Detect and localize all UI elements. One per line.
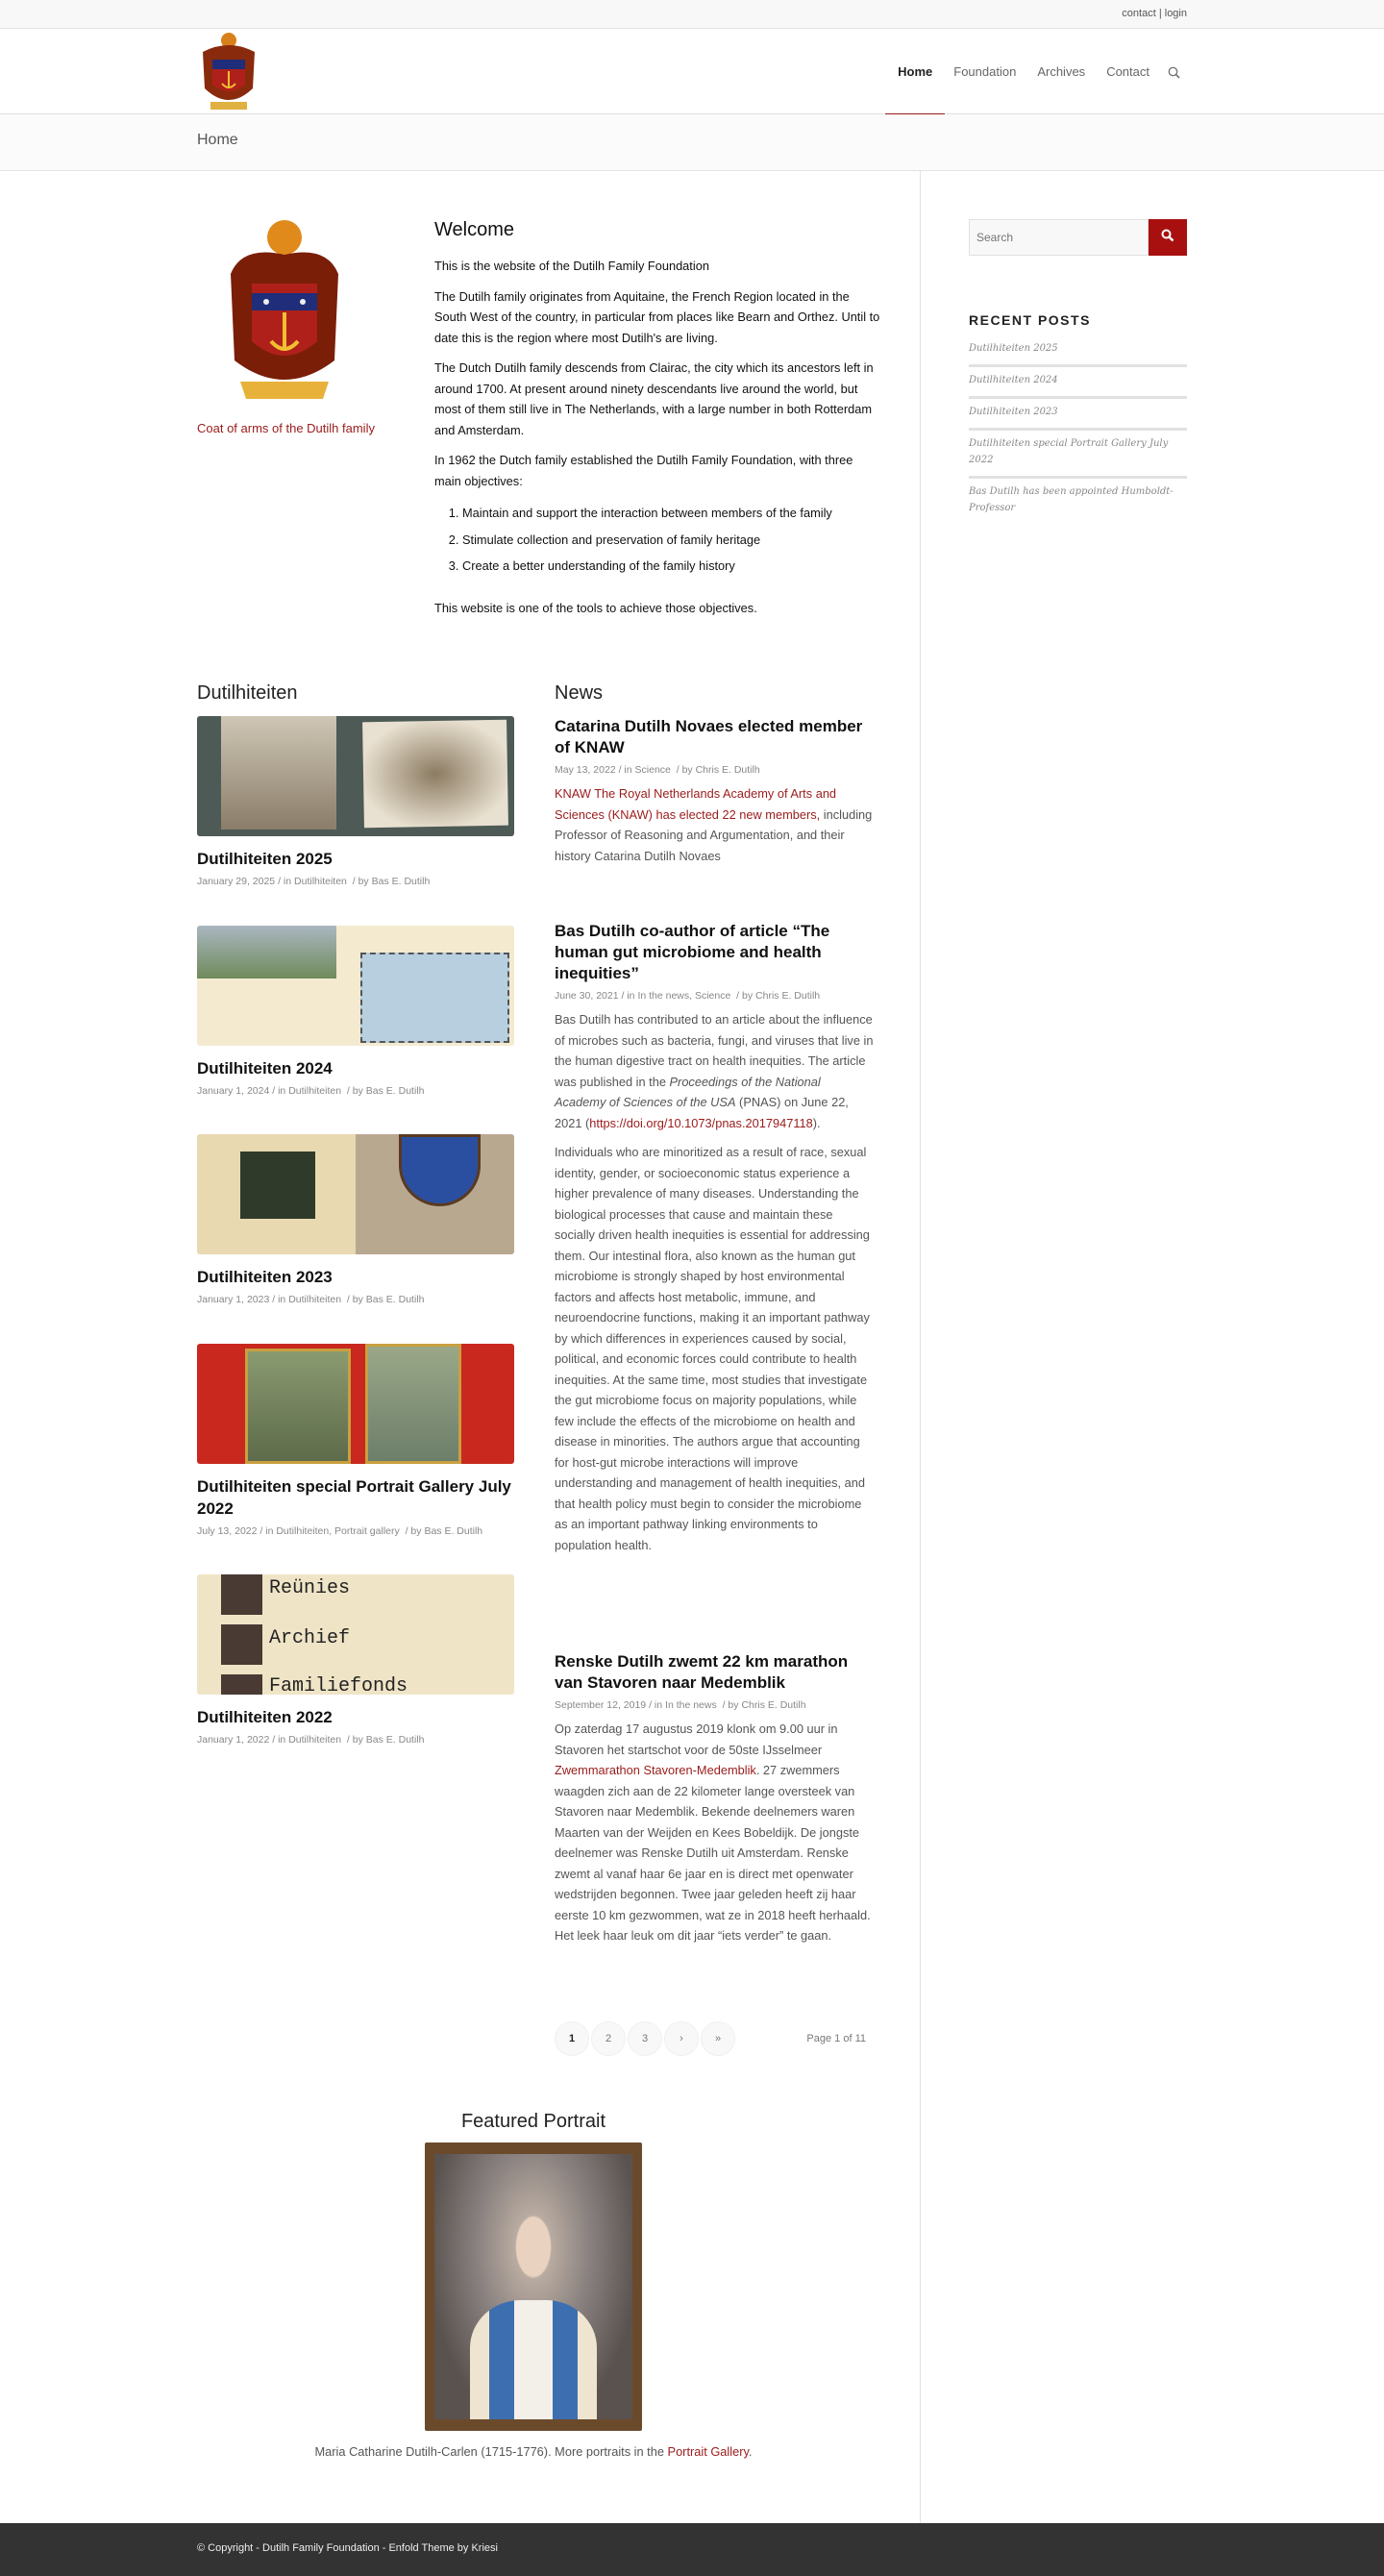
recent-post-link[interactable]: Dutilhiteiten 2024 [969, 367, 1187, 399]
post-title[interactable]: Dutilhiteiten special Portrait Gallery July 2022 [197, 1477, 511, 1518]
news-title[interactable]: Bas Dutilh co-author of article “The human gut microbiome and health inequities” [555, 922, 830, 982]
news-meta: June 30, 2021 / in In the news, Science / by Chris E. Dutilh [555, 990, 821, 1002]
recent-post-link[interactable]: Dutilhiteiten 2025 [969, 335, 1187, 367]
news-item [555, 1651, 874, 1946]
page-1-button[interactable]: 1 [555, 2021, 589, 2056]
post-image-clairac[interactable] [197, 1134, 514, 1254]
contact-link[interactable]: contact [1122, 8, 1156, 19]
post-meta: January 1, 2022 / in Dutilhiteiten / by Bas E. Dutilh [197, 1734, 425, 1746]
search-input[interactable] [969, 219, 1149, 256]
recent-posts-heading: RECENT POSTS [969, 312, 1091, 328]
top-bar [0, 0, 1384, 29]
separator: | [1158, 8, 1162, 19]
post-title[interactable]: Dutilhiteiten 2025 [197, 850, 333, 868]
post-image-checklist[interactable] [197, 1574, 514, 1695]
last-page-button[interactable]: » [701, 2021, 735, 2056]
news-excerpt: KNAW The Royal Netherlands Academy of Arts and Sciences (KNAW) has elected 22 new members, including Professor of Reasoning and Argumentation, and their history Catarina Dutilh Novaes [555, 786, 873, 863]
welcome-paragraph: The Dutch Dutilh family descends from Clairac, the city which its ancestors left in around 1700. At present around ninety descendants live around the world, but most of them still live in The Netherlands, with a large number in both Rotterdam and Amsterdam. [434, 360, 874, 437]
next-page-button[interactable]: › [664, 2021, 699, 2056]
news-item [555, 921, 874, 1564]
news-excerpt: Bas Dutilh has contributed to an article about the influence of microbes such as bacteria, fungi, and viruses that live in the human digestive tract on health inequities. The article was published in the Proceedings of the National Academy of Sciences of the USA (PNAS) on June 22, 2021 (https://doi.org/10.1073/pnas.2017947118). Individuals who are minoritized as a result of race, sexual identity, gender, or socioeconomic status experience a higher prevalence of many diseases. Understanding the biological processes that cause and maintain these socially driven health inequities is essential for addressing them. Our intestinal flora, also known as the human gut microbiome is strongly shaped by host environmental factors and affects host metabolic, immune, and neuroendocrine functions, making it an important pathway by which differences in experiences caused by social, political, and economic forces could contribute to health inequities. At the same time, most studies that investigate the gut microbiome focus on majority populations, while few include the effects of the microbiome on health and disease in minorities. The authors argue that accounting for host-gut microbe interactions will improve understanding and management of health inequities, and that health policy must begin to consider the microbiome as an important pathway linking environments to population health. [555, 1012, 874, 1552]
welcome-paragraph: In 1962 the Dutch family established the Dutilh Family Foundation, with three main objectives: [434, 453, 853, 488]
login-link[interactable]: login [1164, 8, 1187, 19]
page-info: Page 1 of 11 [806, 2033, 866, 2044]
sidebar-divider [920, 171, 921, 2523]
news-meta: September 12, 2019 / in In the news / by Chris E. Dutilh [555, 1699, 806, 1711]
post-title[interactable]: Dutilhiteiten 2023 [197, 1268, 333, 1286]
objective-item: 2. Stimulate collection and preservation of family heritage [462, 530, 881, 551]
search-icon[interactable] [1168, 29, 1185, 114]
news-heading: News [555, 682, 604, 704]
page-3-button[interactable]: 3 [628, 2021, 662, 2056]
image-word: Archief [269, 1627, 351, 1649]
post-meta: January 1, 2024 / in Dutilhiteiten / by Bas E. Dutilh [197, 1085, 425, 1097]
pagination [555, 2021, 874, 2056]
coat-of-arms-image [223, 216, 346, 409]
recent-post-link[interactable]: Dutilhiteiten special Portrait Gallery July 2022 [969, 431, 1187, 479]
coat-of-arms-caption: Coat of arms of the Dutilh family [197, 421, 375, 435]
welcome-section [434, 217, 881, 628]
featured-heading: Featured Portrait [460, 2111, 606, 2132]
post-title[interactable]: Dutilhiteiten 2024 [197, 1059, 333, 1077]
page-title: Home [197, 132, 238, 148]
news-item [555, 716, 874, 866]
post-image-portrait-gallery[interactable] [197, 1344, 514, 1464]
welcome-paragraph: This is the website of the Dutilh Family Foundation [434, 259, 709, 273]
recent-post-link[interactable]: Bas Dutilh has been appointed Humboldt-Professor [969, 486, 1174, 513]
post-image-old-photos[interactable] [197, 716, 514, 836]
post-meta: July 13, 2022 / in Dutilhiteiten, Portrait gallery / by Bas E. Dutilh [197, 1525, 483, 1537]
objective-item: 1. Maintain and support the interaction between members of the family [462, 503, 881, 524]
objective-item: 3. Create a better understanding of the family history [462, 556, 881, 577]
welcome-heading: Welcome [434, 219, 514, 240]
nav-contact[interactable]: Contact [1106, 64, 1149, 79]
zwemmarathon-link[interactable]: Zwemmarathon Stavoren-Medemblik [555, 1763, 756, 1777]
page-2-button[interactable]: 2 [591, 2021, 626, 2056]
welcome-closing: This website is one of the tools to achieve those objectives. [434, 600, 757, 615]
image-word: Familiefonds [269, 1675, 408, 1695]
news-title[interactable]: Catarina Dutilh Novaes elected member of KNAW [555, 717, 863, 756]
search-icon [1161, 229, 1174, 242]
post-card [197, 716, 514, 887]
news-title[interactable]: Renske Dutilh zwemt 22 km marathon van Stavoren naar Medemblik [555, 1652, 849, 1692]
nav-home[interactable]: Home [898, 29, 932, 114]
post-meta: January 1, 2023 / in Dutilhiteiten / by Bas E. Dutilh [197, 1294, 425, 1305]
dutilhiteiten-heading: Dutilhiteiten [197, 682, 298, 704]
post-card [197, 1134, 514, 1305]
welcome-paragraph: The Dutilh family originates from Aquitaine, the French Region located in the South West of the country, in particular from places like Bearn and Orthez. Until to date this is the region where most Dutilh's are living. [434, 288, 880, 345]
nav-archives[interactable]: Archives [1037, 64, 1086, 79]
post-title[interactable]: Dutilhiteiten 2022 [197, 1708, 333, 1726]
main-nav [887, 29, 1196, 114]
post-card [197, 1344, 514, 1537]
recent-posts [969, 312, 1187, 524]
post-card [197, 1574, 514, 1746]
nav-foundation[interactable]: Foundation [953, 64, 1017, 79]
top-links [1122, 8, 1187, 19]
title-bar [0, 114, 1384, 171]
news-excerpt: Op zaterdag 17 augustus 2019 klonk om 9.00 uur in Stavoren het startschot voor de 50ste IJsselmeer Zwemmarathon Stavoren-Medemblik. 27 zwemmers waagden zich aan de 22 kilometer lange oversteek van Stavoren naar Medemblik. Bekende deelnemers waren Maarten van der Weijden en Kees Bobeldijk. De jongste deelnemer was Renske Dutilh uit Amsterdam. Renske zwemt al vanaf haar 6e jaar en is direct met openwater wedstrijden begonnen. Twee jaar geleden heeft zij haar eerste 10 km gezwommen, wat ze in 2018 heeft herhaald. Het leek haar leuk om dit jaar “iets verder” te gaan. [555, 1721, 871, 1943]
news-meta: May 13, 2022 / in Science / by Chris E. Dutilh [555, 764, 760, 776]
doi-link[interactable]: https://doi.org/10.1073/pnas.2017947118 [589, 1115, 813, 1130]
search-button[interactable] [1149, 219, 1187, 256]
portrait-caption: Maria Catharine Dutilh-Carlen (1715-1776). More portraits in the Portrait Gallery. [314, 2444, 753, 2459]
portrait-gallery-link[interactable]: Portrait Gallery [667, 2444, 749, 2459]
featured-portrait [197, 2111, 870, 2459]
portrait-image[interactable] [425, 2143, 642, 2431]
copyright: © Copyright - Dutilh Family Foundation - Enfold Theme by Kriesi [197, 2542, 498, 2554]
sidebar-search [969, 219, 1187, 256]
logo-coat-of-arms[interactable] [197, 31, 260, 113]
objectives-list [462, 503, 881, 577]
site-header [0, 29, 1384, 114]
post-image-map[interactable] [197, 926, 514, 1046]
post-card [197, 926, 514, 1097]
recent-post-link[interactable]: Dutilhiteiten 2023 [969, 399, 1187, 431]
knaw-link[interactable]: KNAW The Royal Netherlands Academy of Arts and Sciences (KNAW) has elected 22 new members, [555, 786, 837, 822]
image-word: Reünies [269, 1577, 351, 1599]
footer [0, 2523, 1384, 2576]
post-meta: January 29, 2025 / in Dutilhiteiten / by Bas E. Dutilh [197, 876, 431, 887]
